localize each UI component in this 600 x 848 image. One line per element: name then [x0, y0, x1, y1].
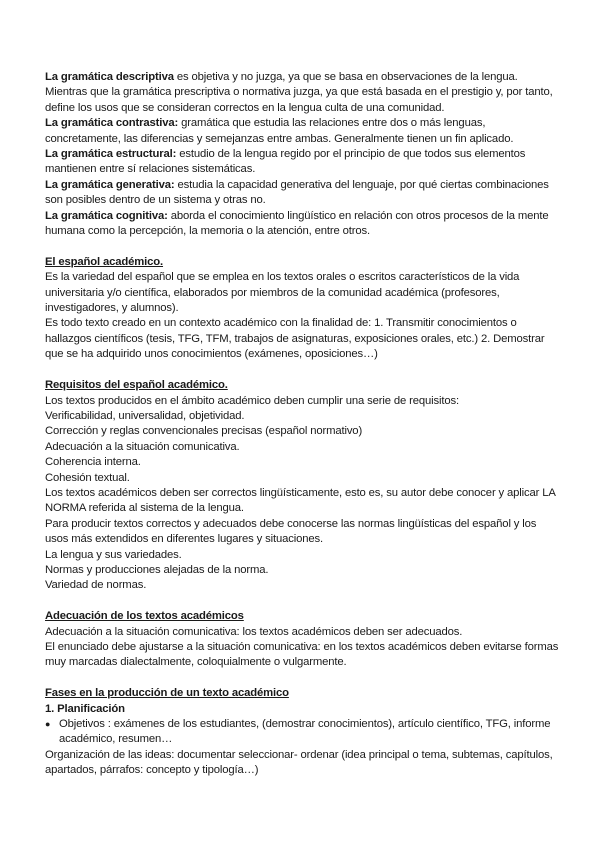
section-heading-adequacy: Adecuación de los textos académicos [45, 610, 244, 623]
text-line: Cohesión textual. [45, 471, 130, 484]
term-label: La gramática estructural: [45, 148, 177, 161]
text-line: Normas y producciones alejadas de la norma. [45, 563, 269, 576]
text-line: Corrección y reglas convencionales precisas (español normativo) [45, 425, 363, 438]
bullet-icon: ● [45, 719, 51, 729]
document-page [45, 70, 560, 779]
text-line: Coherencia interna. [45, 456, 141, 469]
step-title: 1. Planificación [45, 702, 125, 715]
section-heading-phases: Fases en la producción de un texto académico [45, 687, 289, 700]
section-heading-academic: El español académico. [45, 255, 164, 268]
paragraph: Es todo texto creado en un contexto académico con la finalidad de: 1. Transmitir conocimientos o hallazgos científicos (tesis, TFG, TFM, trabajos de asignaturas, exposiciones orales, etc.) 2. Demostrar que se ha adquirido unos conocimientos (exámenes, oposiciones…) [45, 317, 545, 361]
list-item [45, 717, 560, 748]
term-text: estudio de la lengua regido por el principio de que todos sus elementos mantienen entre sí relaciones sistemáticas. [45, 148, 526, 176]
text-line: El enunciado debe ajustarse a la situación comunicativa: en los textos académicos deben evitarse formas muy marcadas dialectalmente, coloquialmente o vulgarmente. [45, 640, 559, 669]
text-line: Los textos producidos en el ámbito académico deben cumplir una serie de requisitos: [45, 394, 459, 407]
term-label: La gramática generativa: [45, 178, 175, 191]
list-item-text: Objetivos : exámenes de los estudiantes, (demostrar conocimientos), artículo científico, TFG, informe académico, resumen… [59, 718, 551, 746]
text-line: Adecuación a la situación comunicativa: los textos académicos deben ser adecuados. [45, 625, 463, 638]
text-line: Verificabilidad, universalidad, objetividad. [45, 409, 245, 422]
term-label: La gramática descriptiva [45, 71, 174, 83]
section-heading-requirements: Requisitos del español académico. [45, 379, 228, 392]
term-text: aborda el conocimiento lingüístico en relación con otros procesos de la mente humana como la percepción, la memoria o la atención, entre otros. [45, 209, 549, 238]
grammar-contrastive [45, 116, 560, 147]
grammar-cognitive [45, 209, 560, 240]
term-text: estudia la capacidad generativa del lenguaje, por qué ciertas combinaciones son posibles dentro de un sistema y otras no. [45, 178, 549, 207]
grammar-descriptive [45, 70, 560, 116]
text-line: La lengua y sus variedades. [45, 548, 182, 561]
grammar-generative [45, 178, 560, 209]
term-text: gramática que estudia las relaciones entre dos o más lenguas, concretamente, las diferencias y semejanzas entre ambas. Generalmente tienen un fin aplicado. [45, 117, 514, 145]
text-line: Los textos académicos deben ser correctos lingüísticamente, esto es, su autor debe conocer y aplicar LA NORMA referida al sistema de la lengua. [45, 486, 556, 515]
text-line: Adecuación a la situación comunicativa. [45, 440, 240, 453]
paragraph: Es la variedad del español que se emplea en los textos orales o escritos característicos de la vida universitaria y/o científica, elaborados por miembros de la comunidad académica (profesores, investigadores, y alumnos). [45, 271, 520, 315]
term-label: La gramática contrastiva: [45, 117, 179, 130]
text-line: Variedad de normas. [45, 579, 147, 592]
paragraph: Organización de las ideas: documentar seleccionar- ordenar (idea principal o tema, subtemas, capítulos, apartados, párrafos: concepto y tipología…) [45, 748, 553, 777]
text-line: Para producir textos correctos y adecuados debe conocerse las normas lingüísticas del español y los usos más extendidos en diferentes lugares y situaciones. [45, 517, 537, 546]
grammar-structural [45, 147, 560, 178]
term-label: La gramática cognitiva: [45, 209, 168, 222]
term-text: es objetiva y no juzga, ya que se basa en observaciones de la lengua. Mientras que la gramática prescriptiva o normativa juzga, ya que está basada en el prestigio y, por tanto, define los usos que se consideran correctos en la lengua culta de una comunidad. [45, 71, 553, 114]
